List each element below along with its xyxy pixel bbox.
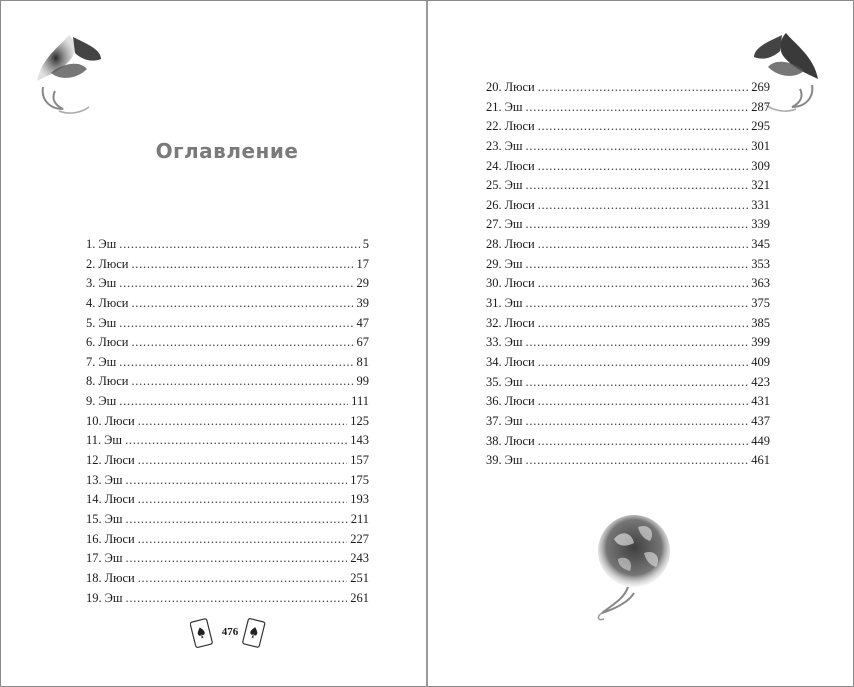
toc-entry bbox=[86, 333, 369, 353]
page-number: 476 bbox=[221, 626, 239, 638]
chapter-title: Люси bbox=[504, 433, 535, 448]
toc-entry bbox=[486, 412, 770, 432]
chapter-page-number: 321 bbox=[751, 178, 770, 193]
toc-entry bbox=[486, 117, 770, 137]
chapter-number: 27. bbox=[486, 217, 502, 232]
dot-leader bbox=[526, 215, 749, 235]
chapter-number: 10. bbox=[86, 413, 102, 428]
chapter-title: Люси bbox=[504, 119, 535, 134]
toc-entry bbox=[486, 78, 770, 98]
dot-leader bbox=[526, 294, 749, 314]
chapter-title: Люси bbox=[98, 295, 129, 310]
chapter-number: 33. bbox=[486, 335, 502, 350]
chapter-title: Эш bbox=[504, 99, 523, 114]
dot-leader bbox=[538, 78, 749, 98]
chapter-page-number: 243 bbox=[350, 551, 369, 566]
chapter-page-number: 345 bbox=[751, 237, 770, 252]
dot-leader bbox=[125, 431, 347, 451]
toc-entry bbox=[486, 294, 770, 314]
chapter-title: Люси bbox=[504, 197, 535, 212]
chapter-page-number: 269 bbox=[751, 80, 770, 94]
chapter-number: 23. bbox=[486, 138, 502, 153]
chapter-title: Люси bbox=[98, 374, 129, 389]
chapter-page-number: 81 bbox=[356, 354, 369, 369]
chapter-number: 19. bbox=[86, 590, 102, 605]
chapter-page-number: 251 bbox=[350, 570, 369, 585]
chapter-title: Люси bbox=[104, 492, 135, 507]
chapter-title: Эш bbox=[104, 472, 123, 487]
chapter-page-number: 143 bbox=[350, 433, 369, 448]
toc-entry bbox=[486, 235, 770, 255]
toc-entry bbox=[486, 451, 770, 471]
chapter-title: Эш bbox=[98, 354, 117, 369]
chapter-title: Эш bbox=[504, 374, 523, 389]
toc-entry bbox=[486, 432, 770, 452]
chapter-number: 15. bbox=[86, 511, 102, 526]
chapter-number: 2. bbox=[86, 256, 96, 271]
toc-entry bbox=[486, 392, 770, 412]
dot-leader bbox=[538, 235, 749, 255]
chapter-title: Люси bbox=[504, 276, 535, 291]
left-page bbox=[1, 1, 426, 686]
toc-entry bbox=[86, 372, 369, 392]
chapter-title: Эш bbox=[98, 276, 117, 291]
toc-entry bbox=[86, 392, 369, 412]
chapter-page-number: 287 bbox=[751, 99, 770, 114]
toc-entry bbox=[86, 589, 369, 609]
chapter-title: Люси bbox=[104, 531, 135, 546]
dot-leader bbox=[119, 314, 353, 334]
chapter-page-number: 431 bbox=[751, 394, 770, 409]
toc-entry bbox=[86, 412, 369, 432]
chapter-title: Эш bbox=[104, 590, 123, 605]
chapter-number: 1. bbox=[86, 237, 96, 251]
chapter-number: 14. bbox=[86, 492, 102, 507]
chapter-title: Люси bbox=[504, 354, 535, 369]
dot-leader bbox=[538, 157, 749, 177]
dot-leader bbox=[119, 235, 359, 255]
dot-leader bbox=[131, 294, 353, 314]
chapter-title: Люси bbox=[98, 335, 129, 350]
toc-entry bbox=[486, 137, 770, 157]
toc-entry bbox=[486, 98, 770, 118]
chapter-title: Эш bbox=[98, 237, 117, 251]
chapter-number: 12. bbox=[86, 453, 102, 468]
chapter-number: 8. bbox=[86, 374, 96, 389]
toc-entry bbox=[86, 431, 369, 451]
dot-leader bbox=[538, 314, 749, 334]
flower-swirl-ornament-icon bbox=[588, 509, 698, 625]
dot-leader bbox=[526, 412, 749, 432]
toc-entry bbox=[86, 294, 369, 314]
chapter-number: 3. bbox=[86, 276, 96, 291]
dot-leader bbox=[126, 549, 348, 569]
toc-entry bbox=[486, 373, 770, 393]
chapter-page-number: 423 bbox=[751, 374, 770, 389]
chapter-page-number: 375 bbox=[751, 296, 770, 311]
dot-leader bbox=[538, 432, 749, 452]
dot-leader bbox=[526, 176, 749, 196]
toc-entry bbox=[86, 490, 369, 510]
chapter-page-number: 437 bbox=[751, 413, 770, 428]
chapter-page-number: 47 bbox=[356, 315, 369, 330]
chapter-page-number: 309 bbox=[751, 158, 770, 173]
toc-entry bbox=[486, 255, 770, 275]
toc-title: Оглавление bbox=[155, 139, 299, 163]
dot-leader bbox=[526, 255, 749, 275]
chapter-page-number: 29 bbox=[356, 276, 369, 291]
chapter-number: 16. bbox=[86, 531, 102, 546]
chapter-page-number: 339 bbox=[751, 217, 770, 232]
dot-leader bbox=[138, 569, 348, 589]
dot-leader bbox=[538, 196, 749, 216]
chapter-title: Эш bbox=[504, 256, 523, 271]
chapter-page-number: 449 bbox=[751, 433, 770, 448]
toc-list-right bbox=[486, 78, 770, 471]
chapter-title: Люси bbox=[504, 158, 535, 173]
toc-entry bbox=[86, 255, 369, 275]
dot-leader bbox=[131, 333, 353, 353]
chapter-page-number: 211 bbox=[350, 511, 369, 526]
dot-leader bbox=[138, 451, 348, 471]
chapter-page-number: 125 bbox=[350, 413, 369, 428]
dot-leader bbox=[131, 255, 353, 275]
chapter-number: 28. bbox=[486, 237, 502, 252]
chapter-number: 11. bbox=[86, 433, 102, 448]
chapter-number: 17. bbox=[86, 551, 102, 566]
dot-leader bbox=[538, 274, 749, 294]
dot-leader bbox=[138, 412, 348, 432]
toc-list-left bbox=[86, 235, 369, 608]
chapter-page-number: 399 bbox=[751, 335, 770, 350]
chapter-number: 29. bbox=[486, 256, 502, 271]
dot-leader bbox=[119, 274, 353, 294]
chapter-number: 32. bbox=[486, 315, 502, 330]
dot-leader bbox=[526, 137, 749, 157]
toc-entry bbox=[86, 235, 369, 255]
dot-leader bbox=[126, 510, 348, 530]
chapter-page-number: 261 bbox=[350, 590, 369, 605]
toc-entry bbox=[86, 274, 369, 294]
chapter-title: Эш bbox=[504, 138, 523, 153]
chapter-title: Люси bbox=[104, 570, 135, 585]
chapter-number: 38. bbox=[486, 433, 502, 448]
right-page bbox=[428, 1, 853, 686]
chapter-page-number: 301 bbox=[751, 138, 770, 153]
chapter-page-number: 17 bbox=[356, 256, 369, 271]
dot-leader bbox=[526, 451, 749, 471]
chapter-title: Эш bbox=[104, 511, 123, 526]
chapter-page-number: 157 bbox=[350, 453, 369, 468]
leaf-swirl-ornament-icon bbox=[29, 29, 105, 121]
chapter-title: Эш bbox=[504, 335, 523, 350]
spade-playing-card-icon bbox=[190, 617, 214, 651]
toc-entry bbox=[86, 549, 369, 569]
toc-entry bbox=[486, 176, 770, 196]
toc-entry bbox=[86, 530, 369, 550]
chapter-page-number: 409 bbox=[751, 354, 770, 369]
chapter-page-number: 227 bbox=[350, 531, 369, 546]
toc-entry bbox=[486, 157, 770, 177]
dot-leader bbox=[538, 353, 749, 373]
dot-leader bbox=[131, 372, 353, 392]
chapter-title: Люси bbox=[504, 394, 535, 409]
chapter-title: Эш bbox=[104, 433, 123, 448]
chapter-title: Люси bbox=[504, 80, 535, 94]
toc-entry bbox=[86, 569, 369, 589]
chapter-title: Эш bbox=[98, 315, 117, 330]
chapter-number: 30. bbox=[486, 276, 502, 291]
chapter-title: Люси bbox=[504, 237, 535, 252]
chapter-number: 20. bbox=[486, 80, 502, 94]
toc-entry bbox=[486, 333, 770, 353]
chapter-title: Люси bbox=[504, 315, 535, 330]
chapter-title: Эш bbox=[104, 551, 123, 566]
chapter-title: Люси bbox=[104, 453, 135, 468]
chapter-page-number: 331 bbox=[751, 197, 770, 212]
chapter-page-number: 67 bbox=[356, 335, 369, 350]
dot-leader bbox=[119, 392, 348, 412]
chapter-page-number: 461 bbox=[751, 453, 770, 468]
chapter-title: Эш bbox=[98, 394, 117, 409]
chapter-number: 5. bbox=[86, 315, 96, 330]
chapter-number: 21. bbox=[486, 99, 502, 114]
dot-leader bbox=[526, 98, 749, 118]
chapter-title: Эш bbox=[504, 453, 523, 468]
page-number-block bbox=[190, 615, 268, 655]
chapter-page-number: 193 bbox=[350, 492, 369, 507]
dot-leader bbox=[526, 333, 749, 353]
chapter-number: 24. bbox=[486, 158, 502, 173]
toc-entry bbox=[486, 215, 770, 235]
toc-entry bbox=[86, 471, 369, 491]
toc-entry bbox=[86, 314, 369, 334]
chapter-page-number: 99 bbox=[356, 374, 369, 389]
chapter-page-number: 363 bbox=[751, 276, 770, 291]
toc-entry bbox=[486, 196, 770, 216]
chapter-page-number: 111 bbox=[351, 394, 369, 409]
chapter-number: 18. bbox=[86, 570, 102, 585]
dot-leader bbox=[538, 117, 749, 137]
chapter-title: Эш bbox=[504, 217, 523, 232]
dot-leader bbox=[138, 490, 348, 510]
toc-entry bbox=[86, 353, 369, 373]
chapter-page-number: 175 bbox=[350, 472, 369, 487]
chapter-title: Люси bbox=[98, 256, 129, 271]
chapter-number: 4. bbox=[86, 295, 96, 310]
chapter-title: Эш bbox=[504, 296, 523, 311]
chapter-page-number: 295 bbox=[751, 119, 770, 134]
chapter-number: 39. bbox=[486, 453, 502, 468]
chapter-number: 34. bbox=[486, 354, 502, 369]
chapter-page-number: 39 bbox=[356, 295, 369, 310]
chapter-number: 6. bbox=[86, 335, 96, 350]
dot-leader bbox=[126, 589, 348, 609]
toc-entry bbox=[486, 274, 770, 294]
chapter-number: 22. bbox=[486, 119, 502, 134]
toc-entry bbox=[486, 314, 770, 334]
chapter-number: 37. bbox=[486, 413, 502, 428]
chapter-number: 9. bbox=[86, 394, 96, 409]
toc-entry bbox=[486, 353, 770, 373]
chapter-page-number: 385 bbox=[751, 315, 770, 330]
chapter-number: 7. bbox=[86, 354, 96, 369]
chapter-title: Эш bbox=[504, 413, 523, 428]
chapter-title: Люси bbox=[104, 413, 135, 428]
chapter-number: 35. bbox=[486, 374, 502, 389]
spade-playing-card-icon bbox=[242, 617, 266, 651]
dot-leader bbox=[538, 392, 749, 412]
dot-leader bbox=[526, 373, 749, 393]
chapter-page-number: 5 bbox=[362, 237, 369, 251]
dot-leader bbox=[126, 471, 348, 491]
chapter-number: 31. bbox=[486, 296, 502, 311]
dot-leader bbox=[138, 530, 348, 550]
chapter-page-number: 353 bbox=[751, 256, 770, 271]
chapter-number: 26. bbox=[486, 197, 502, 212]
chapter-title: Эш bbox=[504, 178, 523, 193]
toc-entry bbox=[86, 510, 369, 530]
toc-entry bbox=[86, 451, 369, 471]
chapter-number: 13. bbox=[86, 472, 102, 487]
dot-leader bbox=[119, 353, 353, 373]
chapter-number: 36. bbox=[486, 394, 502, 409]
chapter-number: 25. bbox=[486, 178, 502, 193]
